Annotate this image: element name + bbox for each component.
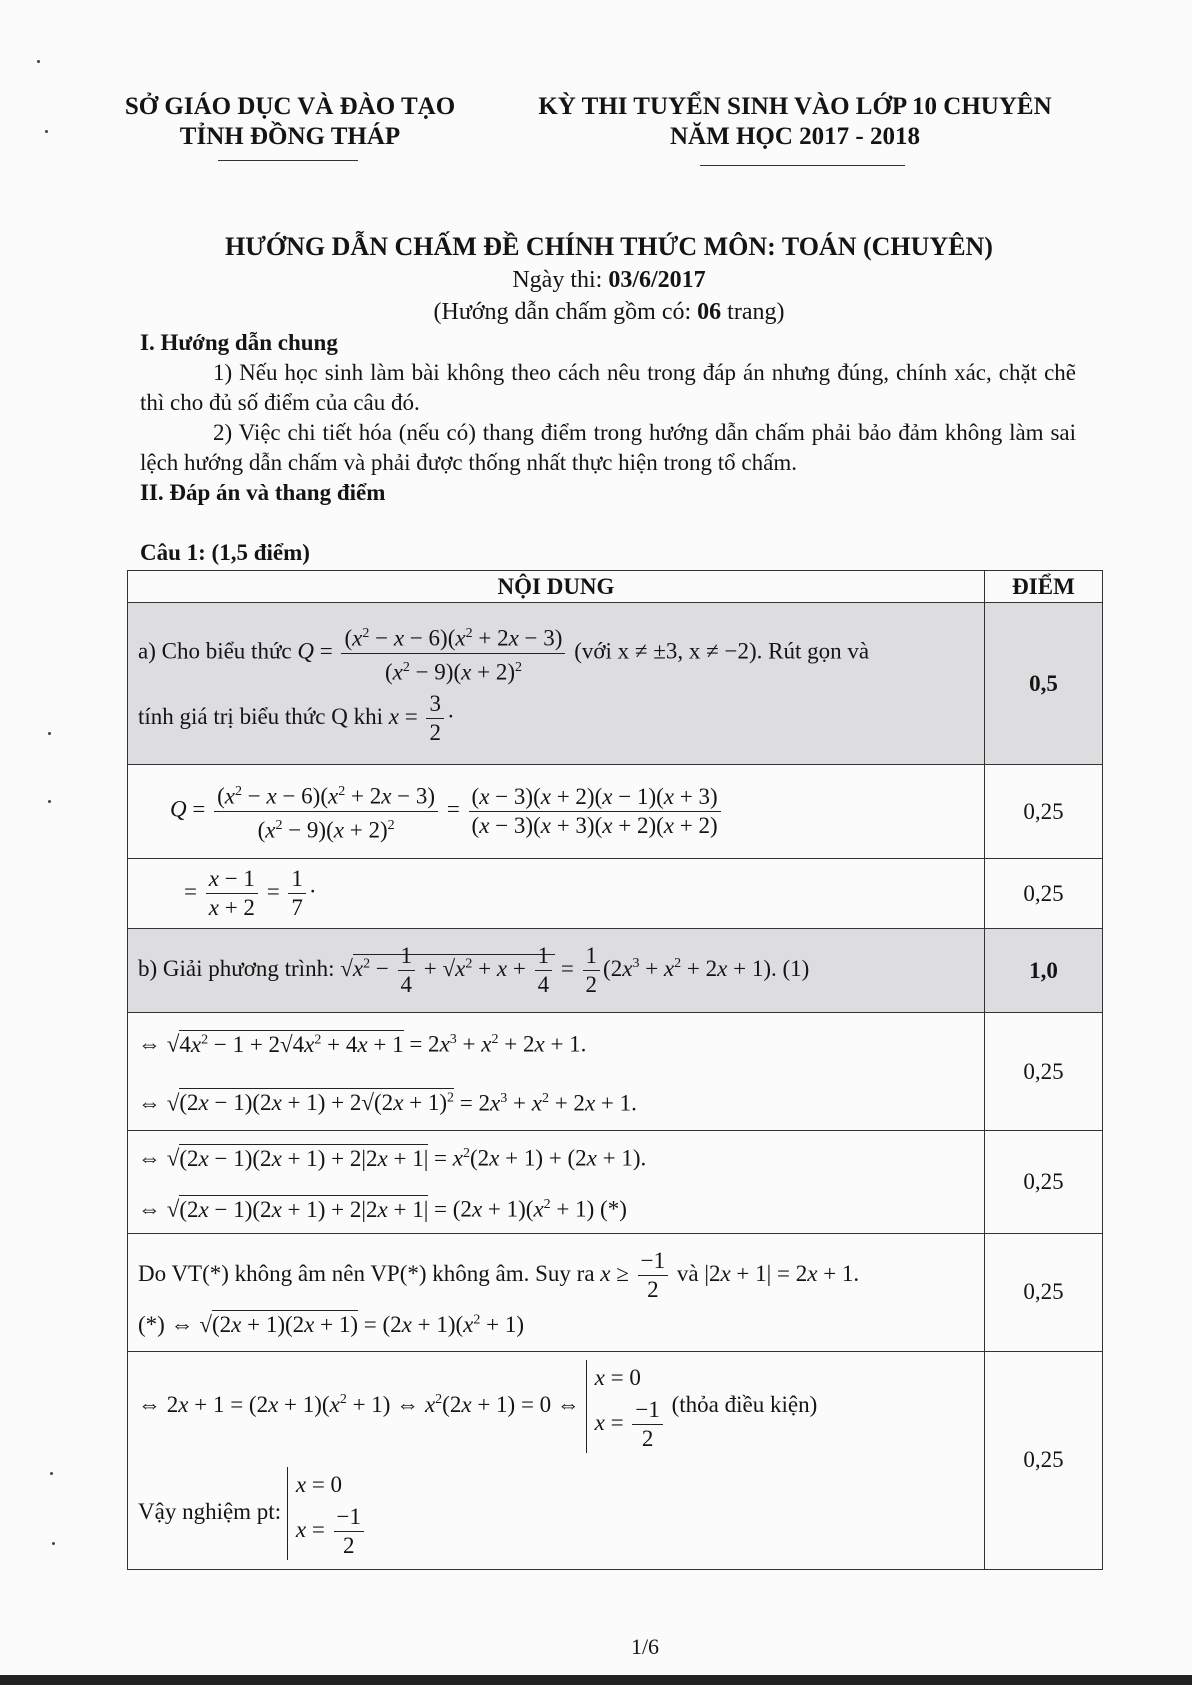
score-cell: 0,25 [984,1131,1102,1233]
fraction: $\frac{(x - 3)(x + 2)(x - 1)(x + 3)}{(x - 3)(x + 3)(x + 2)(x + 2)}$ [469,783,721,840]
part-b-intro: b) Giải phương trình: [138,955,335,981]
table-row [128,929,1103,1013]
exam-date-line [0,267,1192,294]
table-row [128,765,1103,859]
header-underline [700,165,905,166]
part-a-tail: tính giá trị biểu thức Q khi [138,703,383,729]
part-a-condition: (với x ≠ ±3, x ≠ −2). Rút gọn và [574,638,870,664]
fraction: $\frac{x - 1}{x + 2}$ [206,865,258,922]
fraction: $\frac{1}{4}$ [535,942,553,999]
table-header-row [128,571,1103,603]
page-number: 1/6 [630,1634,660,1659]
scan-speck [48,732,51,735]
content-cell: = $\frac{x - 1}{x + 2}$ = $\frac{1}{7}$ · [128,859,985,929]
score-cell: 0,25 [984,1013,1102,1131]
header-underline [218,160,358,161]
table-row [128,1131,1103,1233]
score-cell: 1,0 [984,929,1102,1013]
school-year: NĂM HỌC 2017 - 2018 [670,123,920,150]
paragraph: 1) Nếu học sinh làm bài không theo cách nêu trong đáp án nhưng đúng, chính xác, chặt chẽ thì cho đủ số điểm của câu đó. [140,360,1076,415]
fraction: $\frac{-1}{2}$ [632,1396,662,1453]
table-row [128,603,1103,765]
scan-speck [50,1472,53,1475]
content-cell: a) Cho biểu thức Q = $\frac{(x^2 - x - 6)(x^2 + 2x - 3)}{(x^2 - 9)(x + 2)^2}$ (với x ≠ ±3, x ≠ −2). Rút gọn và tính giá trị biểu thức Q khi x = $\frac{3}{2}$ · [128,603,985,765]
paragraph: 2) Việc chi tiết hóa (nếu có) thang điểm trong hướng dẫn chấm phải bảo đảm không làm sai lệch hướng dẫn chấm và phải được thống nhất thực hiện trong tổ chấm. [140,420,1076,475]
scan-speck [52,1542,55,1545]
case-bracket: x = 0 x = $\frac{-1}{2}$ [287,1467,367,1560]
answer-table [127,570,1103,1570]
fraction: $\frac{(x^2 - x - 6)(x^2 + 2x - 3)}{(x^2 - 9)(x + 2)^2}$ [341,620,565,686]
issuer-header [115,92,465,152]
exam-name: KỲ THI TUYỂN SINH VÀO LỚP 10 CHUYÊN [538,93,1052,120]
content-cell: ⇔ $2x + 1 = (2x + 1)(x^2 + 1)$ ⇔ $x^2(2x + 1) = 0$ ⇔ x = 0 x = $\frac{-1}{2}$ (thỏa điều kiện) Vậy nghiệm pt: x = 0 x = $\frac{-1}{2}$ [128,1351,985,1569]
score-cell: 0,25 [984,1233,1102,1351]
department-name: SỞ GIÁO DỤC VÀ ĐÀO TẠO [124,93,456,120]
fraction: $\frac{1}{7}$ [288,865,306,922]
content-cell: Do VT(*) không âm nên VP(*) không âm. Suy ra x ≥ $\frac{-1}{2}$ và |2x + 1| = 2x + 1. (*) ⇔ $√(2x + 1)(2x + 1) = (2x + 1)(x^2 + 1)$ [128,1233,985,1351]
table-row [128,859,1103,929]
fraction: $\frac{(x^2 - x - 6)(x^2 + 2x - 3)}{(x^2 - 9)(x + 2)^2}$ [214,778,438,844]
table-row [128,1013,1103,1131]
condition-text: Do VT(*) không âm nên VP(*) không âm. Suy ra [138,1260,595,1286]
column-header: ĐIỂM [984,571,1102,603]
exam-date-label: Ngày thi: [512,267,609,293]
score-cell: 0,25 [984,765,1102,859]
content-cell: Q = $\frac{(x^2 - x - 6)(x^2 + 2x - 3)}{(x^2 - 9)(x + 2)^2}$ = $\frac{(x - 3)(x + 2)(x - 1)(x + 3)}{(x - 3)(x + 3)(x + 2)(x + 2)}$ [128,765,985,859]
scan-edge [0,1675,1192,1685]
column-header: NỘI DUNG [128,571,985,603]
table-row [128,1233,1103,1351]
page-count-prefix: (Hướng dẫn chấm gồm có: [433,299,698,325]
score-cell: 0,5 [984,603,1102,765]
content-cell: ⇔ $√4x^2 - 1 + 2√4x^2 + 4x + 1 = 2x^3 + x^2 + 2x + 1$. ⇔ $√(2x - 1)(2x + 1) + 2√(2x + 1)^2 = 2x^3 + x^2 + 2x + 1$. [128,1013,985,1131]
table-row [128,1351,1103,1569]
scan-speck [45,130,48,133]
page-count-suffix: trang) [721,299,785,325]
section-heading: I. Hướng dẫn chung [140,330,338,355]
and-word: và [676,1260,699,1286]
score-cell: 0,25 [984,1351,1102,1569]
scan-speck [48,800,51,803]
exam-date: 03/6/2017 [608,267,706,293]
province-name: TỈNH ĐỒNG THÁP [179,123,401,150]
page-count-line [0,299,1192,326]
fraction: $\frac{3}{2}$ [426,690,444,747]
content-cell: b) Giải phương trình: $√x^2$ − $\frac{1}{4}$ + $√x^2 + x$ + $\frac{1}{4}$ = $\frac{1}{2}$ $(2x^3 + x^2 + 2x + 1)$. (1) [128,929,985,1013]
score-cell: 0,25 [984,859,1102,929]
section-heading: II. Đáp án và thang điểm [140,480,386,505]
page-title: HƯỚNG DẪN CHẤM ĐỀ CHÍNH THỨC MÔN: TOÁN (CHUYÊN) [225,232,993,261]
scan-speck [37,60,40,63]
fraction: $\frac{-1}{2}$ [334,1503,364,1560]
fraction: $\frac{1}{4}$ [398,942,416,999]
content-cell: ⇔ $√(2x - 1)(2x + 1) + 2|2x + 1| = x^2(2x + 1) + (2x + 1)$. ⇔ $√(2x - 1)(2x + 1) + 2|2x + 1| = (2x + 1)(x^2 + 1)$ (*) [128,1131,985,1233]
question-heading: Câu 1: (1,5 điểm) [140,540,310,565]
fraction: $\frac{-1}{2}$ [638,1247,668,1304]
conclusion-label: Vậy nghiệm pt: [138,1498,282,1524]
exam-header [510,92,1080,152]
condition-note: (thỏa điều kiện) [671,1391,818,1417]
page-count: 06 [697,299,722,325]
fraction: $\frac{1}{2}$ [583,942,601,999]
part-a-intro: a) Cho biểu thức [138,638,292,664]
case-bracket: x = 0 x = $\frac{-1}{2}$ [586,1360,666,1453]
